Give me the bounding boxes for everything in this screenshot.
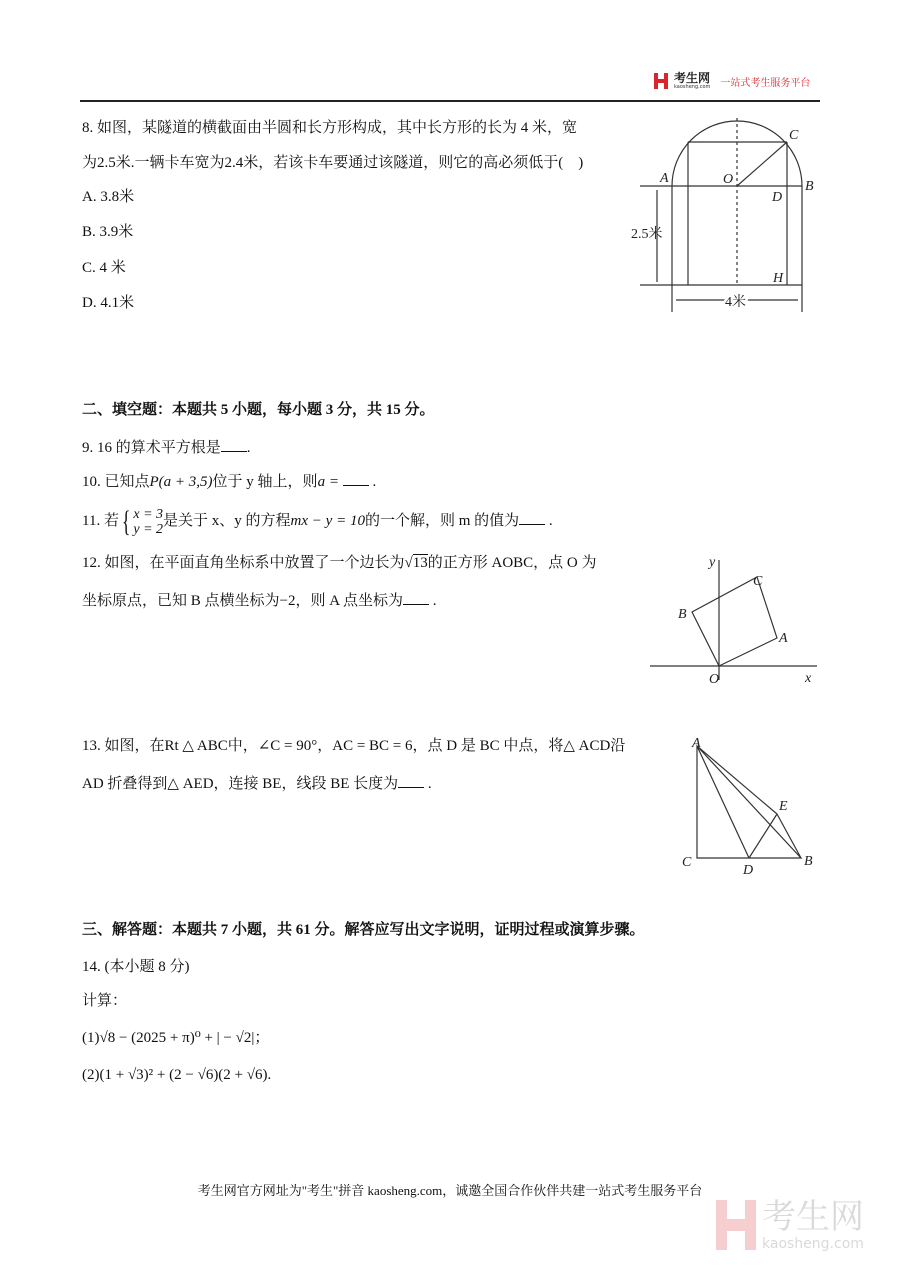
q13-line2: AD 折叠得到△ AED，连接 BE，线段 BE 长度为 . xyxy=(82,773,432,794)
q10-pre: 10. 已知点 xyxy=(82,474,150,490)
q8-line2: 为2.5米.一辆卡车宽为2.4米，若该卡车要通过该隧道，则它的高必须低于( ) xyxy=(82,155,584,171)
tunnel-figure xyxy=(630,110,830,320)
label-C: C xyxy=(682,855,692,870)
q11-post: 的一个解，则 m 的值为 xyxy=(364,513,520,529)
q9: 9. 16 的算术平方根是 . xyxy=(82,437,251,458)
q13-text: AD 折叠得到△ AED，连接 BE，线段 BE 长度为 xyxy=(82,776,399,792)
header-slogan: 一站式考生服务平台 xyxy=(720,77,811,89)
q13-line1: 13. 如图，在Rt △ ABC中，∠C = 90°，AC = BC = 6，点 D 是 BC 中点，将△ ACD沿 xyxy=(82,738,626,754)
height-label: 2.5米 xyxy=(631,227,663,242)
answer-blank xyxy=(221,437,247,452)
q10-expr2: a = xyxy=(317,474,339,490)
header-logo xyxy=(654,72,810,90)
logo-sub: kaosheng.com xyxy=(674,84,711,90)
label-H: H xyxy=(773,271,784,286)
q8-option-a: A. 3.8米 xyxy=(82,189,135,205)
answer-blank xyxy=(398,773,424,788)
q11-expr: mx − y = 10 xyxy=(290,513,365,529)
q8-line1: 8. 如图，某隧道的横截面由半圆和长方形构成，其中长方形的长为 4 米，宽 xyxy=(82,120,578,136)
q12-sqrt: 13 xyxy=(412,555,428,571)
q11-eq2: y = 2 xyxy=(133,521,164,537)
label-O: O xyxy=(709,672,720,687)
q11-pre: 11. 若 xyxy=(82,513,119,529)
label-B: B xyxy=(678,607,687,622)
q10-mid: 位于 y 轴上，则 xyxy=(212,474,318,490)
section2-title: 二、填空题：本题共 5 小题，每小题 3 分，共 15 分。 xyxy=(82,402,435,418)
q12-line2: 坐标原点，已知 B 点横坐标为−2，则 A 点坐标为 . xyxy=(82,590,436,611)
label-B: B xyxy=(805,179,814,194)
q8-option-b: B. 3.9米 xyxy=(82,224,134,240)
coordinate-figure xyxy=(645,550,825,690)
label-D: D xyxy=(772,190,783,205)
q12-line1: 12. 如图，在平面直角坐标系中放置了一个边长为√13的正方形 AOBC，点 O 为 xyxy=(82,555,597,571)
q11-mid: 是关于 x、y 的方程 xyxy=(163,513,291,529)
label-A: A xyxy=(692,736,701,751)
label-A: A xyxy=(660,171,669,186)
label-y: y xyxy=(709,555,716,570)
q14-part2: (2)(1 + √3)² + (2 − √6)(2 + √6). xyxy=(82,1067,272,1083)
watermark-logo-icon xyxy=(716,1200,756,1250)
header-rule xyxy=(80,100,820,102)
q9-text: 9. 16 的算术平方根是 xyxy=(82,440,221,456)
width-label: 4米 xyxy=(725,295,746,310)
logo-mark-icon xyxy=(654,73,668,89)
watermark-text: 考生网 xyxy=(762,1197,864,1237)
answer-blank xyxy=(519,510,545,525)
q14-part1: (1)√8 − (2025 + π)⁰ + | − √2|； xyxy=(82,1030,270,1046)
answer-blank xyxy=(403,590,429,605)
label-O: O xyxy=(723,172,734,187)
logo-text: 考生网 xyxy=(674,71,711,85)
q8-option-c: C. 4 米 xyxy=(82,260,126,276)
label-C: C xyxy=(753,574,763,589)
q8-option-d: D. 4.1米 xyxy=(82,295,135,311)
q11: 11. 若 { x = 3 y = 2 是关于 x、y 的方程mx − y = 10的一个解，则 m 的值为 . xyxy=(82,505,553,539)
q10-expr: P(a + 3,5) xyxy=(149,474,213,490)
label-D: D xyxy=(743,863,754,878)
q10: 10. 已知点P(a + 3,5)位于 y 轴上，则a = . xyxy=(82,471,376,492)
q12-text-a: 12. 如图，在平面直角坐标系中放置了一个边长为 xyxy=(82,555,405,571)
label-B: B xyxy=(804,854,813,869)
q14-header: 14. (本小题 8 分) xyxy=(82,959,190,975)
label-C: C xyxy=(789,128,799,143)
section3-title: 三、解答题：本题共 7 小题，共 61 分。解答应写出文字说明，证明过程或演算步骤。 xyxy=(82,922,645,938)
label-x: x xyxy=(805,671,812,686)
watermark xyxy=(716,1198,864,1252)
q11-eq1: x = 3 xyxy=(133,506,164,522)
q12-text-b: 的正方形 AOBC，点 O 为 xyxy=(427,555,597,571)
q14-prompt: 计算： xyxy=(82,993,128,1009)
watermark-sub: kaosheng.com xyxy=(762,1236,864,1252)
q12-text-c: 坐标原点，已知 B 点横坐标为−2，则 A 点坐标为 xyxy=(82,593,403,609)
answer-blank xyxy=(343,471,369,486)
triangle-figure xyxy=(675,732,825,882)
label-E: E xyxy=(779,799,788,814)
label-A: A xyxy=(779,631,788,646)
footer-text: 考生网官方网址为"考生"拼音 kaosheng.com，诚邀全国合作伙伴共建一站式考生服务平台 xyxy=(197,1183,703,1198)
